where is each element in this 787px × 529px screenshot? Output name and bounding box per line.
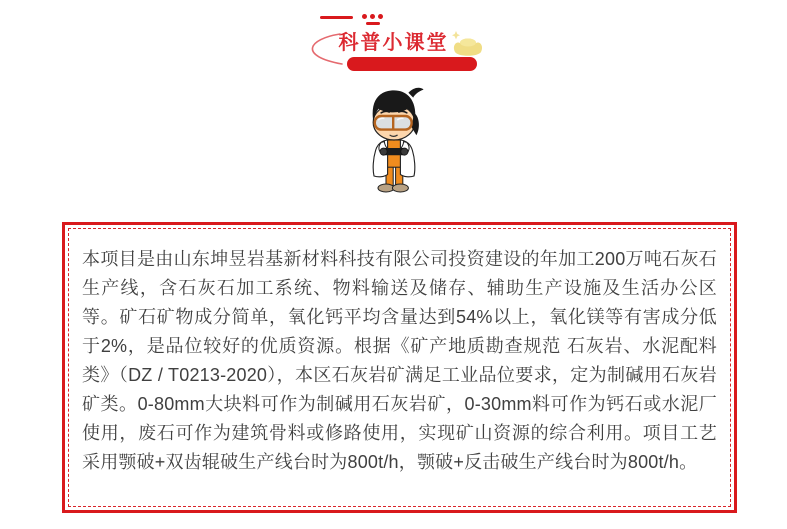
gold-ingot-icon (448, 29, 486, 60)
article-paragraph: 本项目是由山东坤昱岩基新材料科技有限公司投资建设的年加工200万吨石灰石生产线，含石灰石加工系统、物料输送及储存、辅助生产设施及生活办公区等。矿石矿物成分简单，氧化钙平均含量达到54%以上，氧化镁等有害成分低于2%，是品位较好的优质资源。根据《矿产地质勘查规范 石灰岩、水泥配料类》（DZ / T0213-2020），本区石灰岩矿满足工业品位要求，定为制碱用石灰岩矿类。0-80mm大块料可作为制碱用石灰岩矿，0-30mm料可作为钙石或水泥厂使用，废石可作为建筑骨料或修路使用，实现矿山资源的综合利用。项目工艺采用颚破+双齿辊破生产线台时为800t/h，颚破+反击破生产线台时为800t/h。 (82, 249, 717, 472)
header-badge (0, 0, 787, 80)
arc-decoration-icon (296, 32, 346, 67)
page-title: 科普小课堂 (338, 32, 449, 54)
article-box (62, 222, 737, 513)
article-box-inner-dashed-border (68, 228, 731, 507)
header-dash-decoration (366, 22, 380, 25)
three-dots-icon (362, 14, 383, 19)
header-line-decoration (320, 16, 353, 19)
sparkle-icon (452, 31, 460, 39)
scientist-boy-mascot (344, 84, 444, 196)
